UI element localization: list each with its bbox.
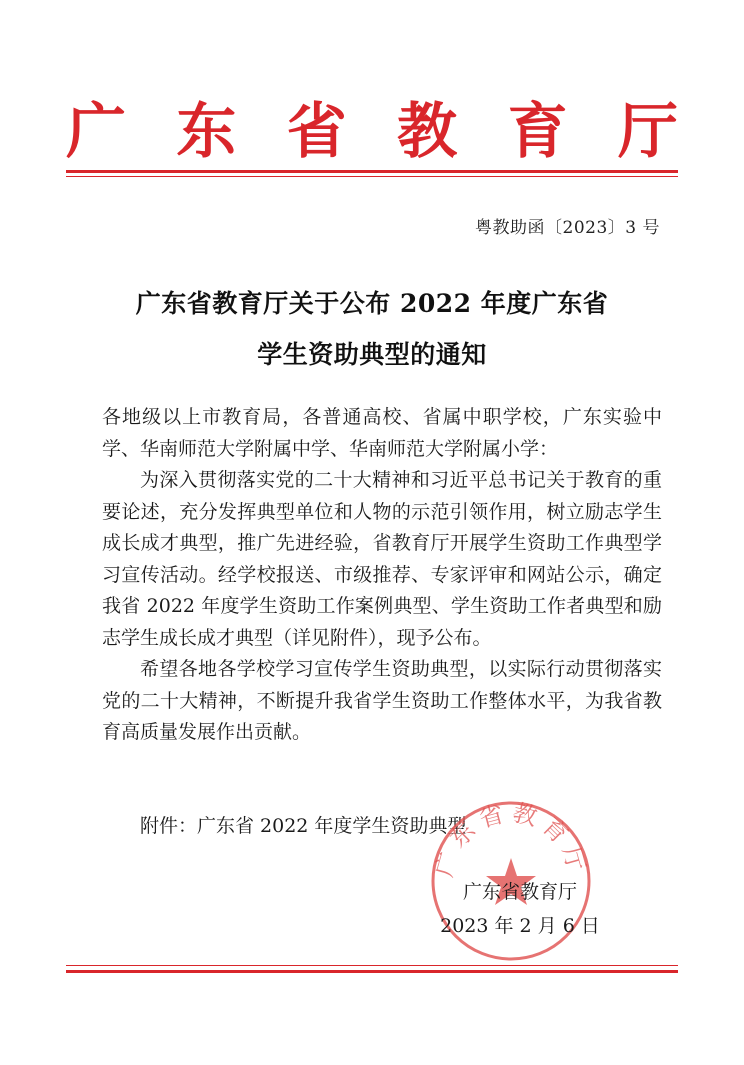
header-char: 厅 xyxy=(617,97,678,167)
header-char: 东 xyxy=(176,97,237,167)
signature-block xyxy=(440,875,600,943)
issuer-header xyxy=(66,92,678,172)
signing-date: 2023 年 2 月 6 日 xyxy=(440,915,600,937)
header-char: 广 xyxy=(66,97,126,167)
header-divider-thin xyxy=(66,176,678,177)
signing-organization: 广东省教育厅 xyxy=(462,881,577,903)
document-number: 粤教助函〔2023〕3 号 xyxy=(475,218,660,238)
body-paragraph: 为深入贯彻落实党的二十大精神和习近平总书记关于教育的重要论述，充分发挥典型单位和人物的示范引领作用，树立励志学生成长成才典型，推广先进经验，省教育厅开展学生资助工作典型学习宣传活动。经学校报送、市级推荐、专家评审和网站公示，确定我省 2022 年度学生资助工作案例典型、学生资助工作者典型和励志学生成长成才典型（详见附件），现予公布。 xyxy=(102,469,662,649)
seal-text: 广东省教育厅 xyxy=(429,798,593,881)
header-char: 省 xyxy=(286,97,347,167)
header-divider-thick xyxy=(66,170,678,173)
notice-body xyxy=(102,402,662,749)
notice-title-line2: 学生资助典型的通知 xyxy=(257,340,487,369)
footer-divider-thick xyxy=(66,970,678,973)
notice-title-line1: 广东省教育厅关于公布 2022 年度广东省 xyxy=(135,289,609,318)
attachment-line: 附件：广东省 2022 年度学生资助典型 xyxy=(140,815,467,837)
header-char: 育 xyxy=(507,97,568,167)
footer-divider-thin xyxy=(66,965,678,966)
salutation: 各地级以上市教育局，各普通高校、省属中职学校，广东实验中学、华南师范大学附属中学、华南师范大学附属小学： xyxy=(102,406,662,460)
body-paragraph: 希望各地各学校学习宣传学生资助典型，以实际行动贯彻落实党的二十大精神，不断提升我省学生资助工作整体水平，为我省教育高质量发展作出贡献。 xyxy=(102,658,662,743)
header-char: 教 xyxy=(397,97,458,167)
